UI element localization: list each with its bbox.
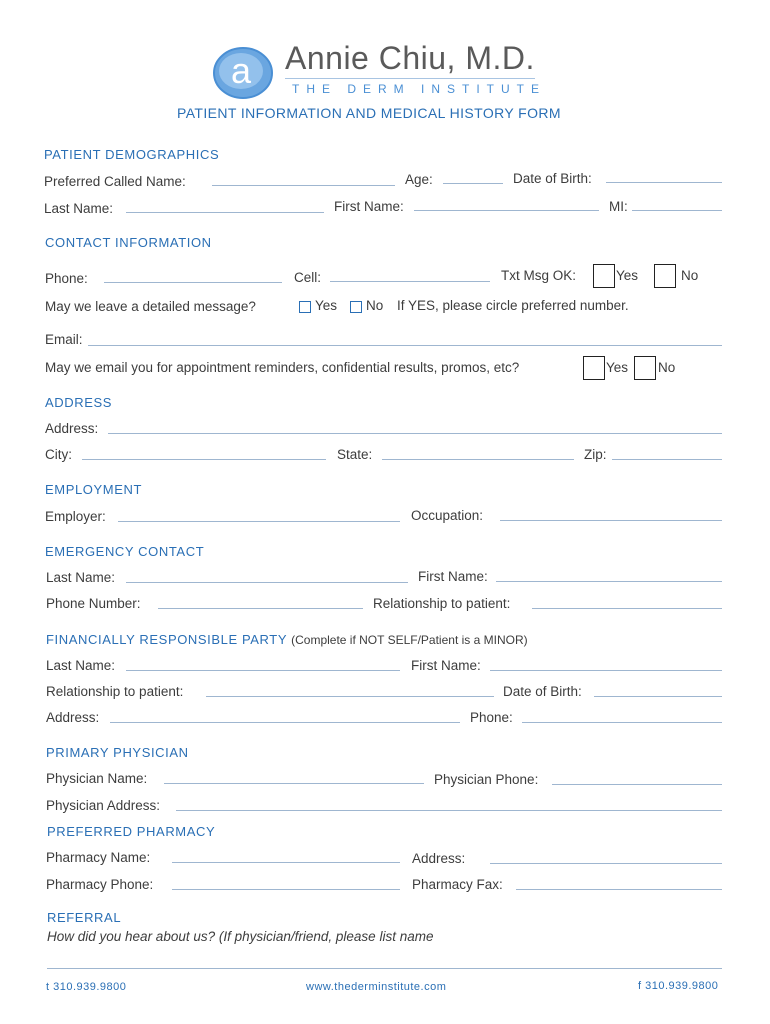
emergency-relationship-label: Relationship to patient: [373,596,511,611]
financial-dob-field[interactable] [594,696,722,697]
financial-phone-label: Phone: [470,710,513,725]
last-name-field[interactable] [126,212,324,213]
referral-question: How did you hear about us? (If physician/friend, please list name [47,929,434,944]
first-name-label: First Name: [334,199,404,214]
brand-subtitle: THE DERM INSTITUTE [292,82,546,96]
city-field[interactable] [82,459,326,460]
address-field[interactable] [108,433,722,434]
financial-dob-label: Date of Birth: [503,684,582,699]
section-emergency: EMERGENCY CONTACT [45,544,205,559]
email-no-label: No [658,360,676,375]
leave-msg-no-label: No [366,298,384,313]
footer-website[interactable]: www.thederminstitute.com [306,981,447,993]
txt-no-label: No [681,268,699,283]
section-financial [46,632,528,647]
financial-last-name-label: Last Name: [46,658,116,673]
emergency-phone-field[interactable] [158,608,363,609]
employer-field[interactable] [118,521,400,522]
preferred-name-field[interactable] [212,185,395,186]
form-title: PATIENT INFORMATION AND MEDICAL HISTORY FORM [177,105,561,121]
phone-label: Phone: [45,271,88,286]
financial-address-field[interactable] [110,722,460,723]
age-field[interactable] [443,183,503,184]
brand-divider [285,78,535,79]
city-label: City: [45,447,72,462]
email-yes-checkbox[interactable] [583,356,605,380]
emergency-last-name-field[interactable] [126,582,408,583]
financial-first-name-label: First Name: [411,658,481,673]
section-address: ADDRESS [45,395,113,410]
state-field[interactable] [382,459,574,460]
financial-first-name-field[interactable] [490,670,722,671]
pharmacy-address-label: Address: [412,851,466,866]
email-no-checkbox[interactable] [634,356,656,380]
referral-field[interactable] [47,968,722,969]
email-field[interactable] [88,345,722,346]
mi-field[interactable] [632,210,722,211]
section-demographics: PATIENT DEMOGRAPHICS [44,147,220,162]
circle-number-note: If YES, please circle preferred number. [397,298,629,313]
txt-ok-label: Txt Msg OK: [501,268,577,283]
financial-relationship-label: Relationship to patient: [46,684,184,699]
cell-field[interactable] [330,281,490,282]
section-referral: REFERRAL [47,910,122,925]
pharmacy-name-field[interactable] [172,862,400,863]
zip-label: Zip: [584,447,607,462]
physician-phone-label: Physician Phone: [434,772,539,787]
dob-field[interactable] [606,182,722,183]
physician-address-label: Physician Address: [46,798,161,813]
pharmacy-fax-field[interactable] [516,889,722,890]
address-label: Address: [45,421,99,436]
leave-message-label: May we leave a detailed message? [45,299,256,314]
financial-heading: FINANCIALLY RESPONSIBLE PARTY [46,632,287,647]
financial-relationship-field[interactable] [206,696,494,697]
footer-fax: f 310.939.9800 [638,980,719,992]
pharmacy-fax-label: Pharmacy Fax: [412,877,503,892]
email-label: Email: [45,332,83,347]
occupation-label: Occupation: [411,508,484,523]
physician-name-field[interactable] [164,783,424,784]
occupation-field[interactable] [500,520,722,521]
logo [212,46,274,100]
mi-label: MI: [609,199,628,214]
txt-yes-checkbox[interactable] [593,264,615,288]
emergency-first-name-label: First Name: [418,569,488,584]
cell-label: Cell: [294,270,322,285]
financial-address-label: Address: [46,710,100,725]
section-employment: EMPLOYMENT [45,482,143,497]
financial-phone-field[interactable] [522,722,722,723]
employer-label: Employer: [45,509,106,524]
txt-yes-label: Yes [616,268,639,283]
section-contact: CONTACT INFORMATION [45,235,212,250]
financial-last-name-field[interactable] [126,670,400,671]
state-label: State: [337,447,373,462]
emergency-relationship-field[interactable] [532,608,722,609]
physician-phone-field[interactable] [552,784,722,785]
section-physician: PRIMARY PHYSICIAN [46,745,189,760]
pharmacy-address-field[interactable] [490,863,722,864]
phone-field[interactable] [104,282,282,283]
footer-phone: t 310.939.9800 [46,981,127,993]
physician-address-field[interactable] [176,810,722,811]
first-name-field[interactable] [414,210,599,211]
email-consent-question: May we email you for appointment reminders, confidential results, promos, etc? [45,360,520,375]
pharmacy-name-label: Pharmacy Name: [46,850,151,865]
emergency-phone-label: Phone Number: [46,596,141,611]
dob-label: Date of Birth: [513,171,592,186]
zip-field[interactable] [612,459,722,460]
last-name-label: Last Name: [44,201,114,216]
leave-msg-yes-checkbox[interactable] [299,301,311,313]
preferred-name-label: Preferred Called Name: [44,174,186,189]
emergency-last-name-label: Last Name: [46,570,116,585]
physician-name-label: Physician Name: [46,771,148,786]
pharmacy-phone-label: Pharmacy Phone: [46,877,154,892]
logo-letter: a [231,50,252,91]
pharmacy-phone-field[interactable] [172,889,400,890]
age-label: Age: [405,172,433,187]
leave-msg-no-checkbox[interactable] [350,301,362,313]
emergency-first-name-field[interactable] [496,581,722,582]
financial-note: (Complete if NOT SELF/Patient is a MINOR) [291,633,528,647]
txt-no-checkbox[interactable] [654,264,676,288]
section-pharmacy: PREFERRED PHARMACY [47,824,216,839]
email-yes-label: Yes [606,360,629,375]
brand-name: Annie Chiu, M.D. [285,40,535,76]
leave-msg-yes-label: Yes [315,298,338,313]
